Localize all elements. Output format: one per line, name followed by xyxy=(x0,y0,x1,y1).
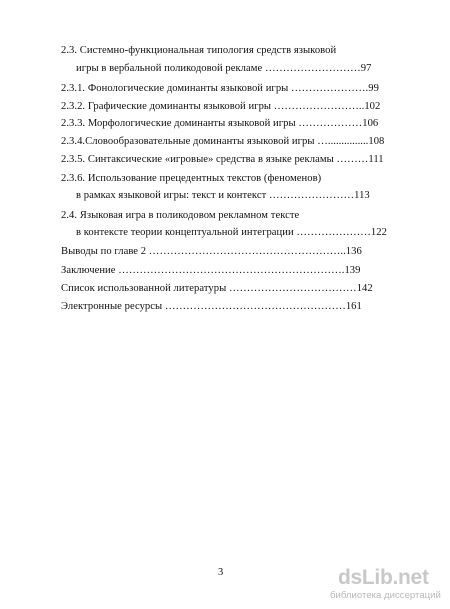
page-number: 3 xyxy=(218,567,224,578)
watermark-logo: dsLib.net xyxy=(338,566,429,589)
toc-entry-2-3-4: 2.3.4.Словообразовательные доминанты языковой игры …...............108 xyxy=(61,136,385,147)
toc-entry-references: Список использованной литературы ………………………………142 xyxy=(61,283,373,294)
toc-entry-2-3-3: 2.3.3. Морфологические доминанты языковой игры ………………106 xyxy=(61,118,379,129)
toc-entry-2-4: 2.4. Языковая игра в поликодовом рекламном тексте xyxy=(61,210,300,221)
toc-entry-2-4-cont: в контексте теории концептуальной интеграции …………………122 xyxy=(76,227,387,238)
toc-entry-2-3-5: 2.3.5. Синтаксические «игровые» средства в языке рекламы ………111 xyxy=(61,154,384,165)
toc-entry-conclusion: Заключение ……………………………………………………….139 xyxy=(61,265,361,276)
toc-entry-2-3-2: 2.3.2. Графические доминанты языковой игры ……………………..102 xyxy=(61,101,381,112)
watermark xyxy=(330,566,440,602)
toc-entry-2-3-6: 2.3.6. Использование прецедентных текстов (феноменов) xyxy=(61,173,322,184)
toc-entry-electronic-resources: Электронные ресурсы ……………………………………………161 xyxy=(61,301,362,312)
toc-entry-conclusions-ch2: Выводы по главе 2 ………………………………………………..136 xyxy=(61,246,362,257)
toc-entry-2-3-6-cont: в рамках языковой игры: текст и контекст ……………………113 xyxy=(76,190,370,201)
toc-entry-2-3-1: 2.3.1. Фонологические доминанты языковой игры ………………….99 xyxy=(61,83,379,94)
watermark-subtitle: библиотека диссертаций xyxy=(330,590,441,601)
toc-entry-2-3: 2.3. Системно-функциональная типология средств языковой xyxy=(61,45,337,56)
toc-entry-2-3-cont: игры в вербальной поликодовой рекламе ………………………97 xyxy=(76,63,372,74)
